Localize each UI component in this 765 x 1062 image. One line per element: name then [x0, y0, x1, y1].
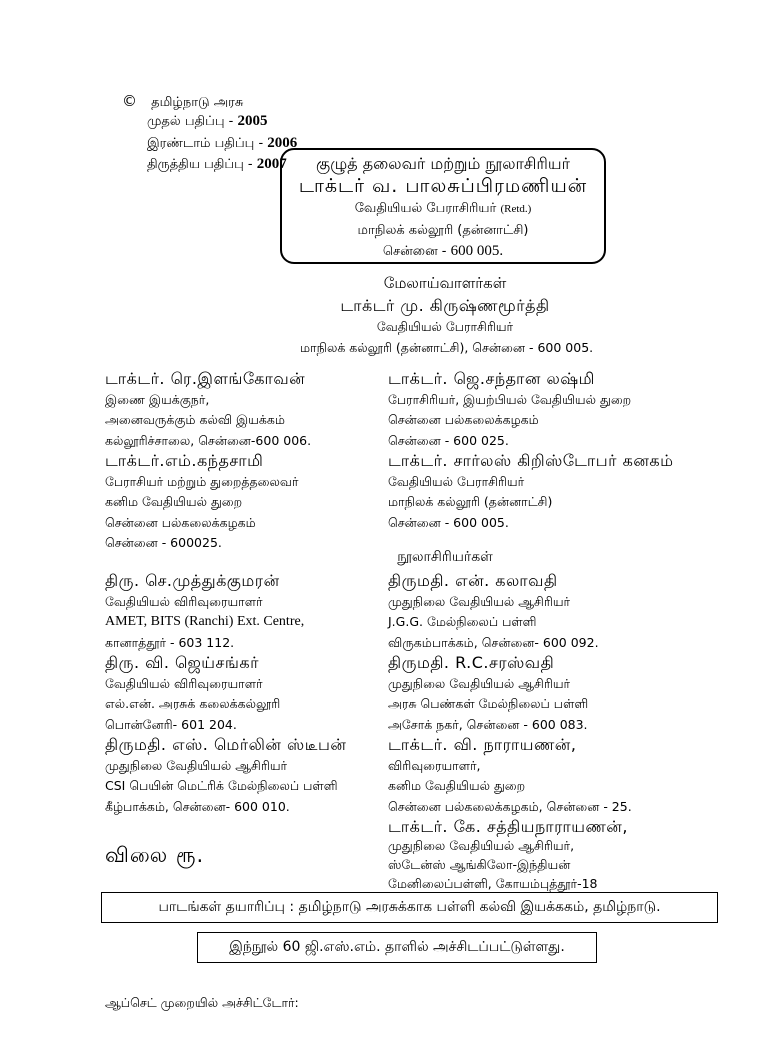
paper-note-text: இந்நூல் 60 ஜி.எஸ்.எம். தாளில் அச்சிடப்பட்டுள்ளது.: [229, 939, 565, 955]
author-name: திரு. வி. ஜெய்சங்கர்: [105, 653, 259, 672]
edition-list: [147, 111, 297, 176]
chief-author-box: [280, 148, 606, 264]
edition-first: முதல் பதிப்பு - 2005: [147, 113, 268, 129]
reviewer-line: சென்னை - 600 025.: [388, 432, 509, 448]
edition-second: இரண்டாம் பதிப்பு - 2006: [147, 134, 298, 151]
reviewers-right-column: [388, 369, 673, 533]
author-line: ஸ்டேன்ஸ் ஆங்கிலோ-இந்தியன்: [388, 857, 571, 872]
authors-left-column: [105, 571, 346, 817]
preparation-box: [101, 892, 718, 923]
reviewer-line: வேதியியல் பேராசிரியர்: [388, 473, 525, 489]
author-line: வேதியியல் விரிவுரையாளர்: [105, 593, 263, 609]
author-line: CSI பெயின் மெட்ரிக் மேல்நிலைப் பள்ளி: [105, 778, 338, 793]
chief-name: டாக்டர் வ. பாலசுப்பிரமணியன்: [298, 175, 588, 197]
author-line: பொன்னேரி- 601 204.: [105, 716, 237, 732]
reviewer-line: அனைவருக்கும் கல்வி இயக்கம்: [105, 412, 285, 427]
author-line: கீழ்பாக்கம், சென்னை- 600 010.: [105, 798, 290, 814]
reviewer-lead-designation: வேதியியல் பேராசிரியர்: [376, 319, 514, 334]
reviewer-line: சென்னை பல்கலைக்கழகம்: [105, 514, 256, 530]
reviewers-section-header: [300, 272, 594, 358]
printer-label: ஆப்செட் முறையில் அச்சிட்டோர்:: [105, 995, 299, 1010]
chief-college: மாநிலக் கல்லூரி (தன்னாட்சி): [357, 223, 529, 238]
reviewer-line: இணை இயக்குநர்,: [105, 391, 210, 407]
reviewer-line: சென்னை - 600 005.: [388, 514, 509, 530]
reviewer-line: பேராசிரியர், இயற்பியல் வேதியியல் துறை: [388, 391, 632, 407]
author-line: சென்னை பல்கலைக்கழகம், சென்னை - 25.: [388, 798, 632, 814]
copyright-symbol: ©: [122, 92, 137, 110]
author-name: திரு. செ.முத்துக்குமரன்: [105, 571, 280, 590]
author-name: டாக்டர். கே. சத்தியநாராயணன்,: [388, 817, 628, 836]
copyright-owner: தமிழ்நாடு அரசு: [151, 95, 244, 110]
chief-city: சென்னை - 600 005.: [382, 243, 504, 259]
reviewers-heading: மேலாய்வாளர்கள்: [383, 274, 507, 292]
author-line: அரசு பெண்கள் மேல்நிலைப் பள்ளி: [388, 696, 589, 711]
reviewer-line: பேராசியர் மற்றும் துறைத்தலைவர்: [105, 473, 299, 489]
reviewer-line: கல்லூரிச்சாலை, சென்னை-600 006.: [105, 432, 312, 448]
author-line: எல்.என். அரசுக் கலைக்கல்லூரி: [105, 696, 281, 711]
author-line: கனிம வேதியியல் துறை: [388, 778, 526, 793]
author-line: AMET, BITS (Ranchi) Ext. Centre,: [105, 614, 305, 629]
authors-right-column: [388, 571, 632, 893]
chief-designation: வேதியியல் பேராசிரியர் (Retd.): [354, 201, 532, 216]
author-name: திருமதி. R.C.சரஸ்வதி: [388, 653, 555, 672]
author-line: மேனிலைப்பள்ளி, கோயம்புத்தூர்-18: [388, 876, 598, 891]
author-line: விருகம்பாக்கம், சென்னை- 600 092.: [388, 634, 599, 650]
author-line: விரிவுரையாளர்,: [388, 757, 481, 773]
chief-role: குழுத் தலைவர் மற்றும் நூலாசிரியர்: [316, 154, 570, 173]
author-line: முதுநிலை வேதியியல் ஆசிரியர்: [105, 757, 288, 773]
reviewer-name: டாக்டர்.எம்.கந்தசாமி: [105, 451, 264, 470]
reviewer-line: கனிம வேதியியல் துறை: [105, 494, 243, 509]
reviewer-lead-address: மாநிலக் கல்லூரி (தன்னாட்சி), சென்னை - 600 005.: [300, 339, 594, 355]
reviewer-name: டாக்டர். ரெ.இளங்கோவன்: [105, 369, 306, 388]
reviewer-name: டாக்டர். ஜெ.சந்தான லஷ்மி: [388, 369, 595, 388]
reviewer-lead-name: டாக்டர் மு. கிருஷ்ணமூர்த்தி: [340, 296, 550, 315]
reviewer-name: டாக்டர். சார்லஸ் கிறிஸ்டோபர் கனகம்: [388, 451, 674, 470]
paper-note-box: [197, 932, 597, 963]
author-name: திருமதி. எஸ். மெர்லின் ஸ்டீபன்: [105, 735, 347, 754]
author-name: திருமதி. என். கலாவதி: [388, 571, 558, 590]
authors-heading: நூலாசிரியர்கள்: [397, 549, 493, 565]
author-line: J.G.G. மேல்நிலைப் பள்ளி: [388, 614, 537, 629]
author-line: வேதியியல் விரிவுரையாளர்: [105, 675, 263, 691]
author-line: முதுநிலை வேதியியல் ஆசிரியர்: [388, 675, 571, 691]
author-line: முதுநிலை வேதியியல் ஆசிரியர்: [388, 593, 571, 609]
reviewer-line: சென்னை பல்கலைக்கழகம்: [388, 412, 539, 427]
reviewer-line: சென்னை - 600025.: [105, 535, 222, 550]
author-name: டாக்டர். வி. நாராயணன்,: [388, 735, 577, 754]
preparation-text: பாடங்கள் தயாரிப்பு : தமிழ்நாடு அரசுக்காக பள்ளி கல்வி இயக்ககம், தமிழ்நாடு.: [158, 899, 661, 915]
reviewer-line: மாநிலக் கல்லூரி (தன்னாட்சி): [388, 494, 553, 509]
author-line: அசோக் நகர், சென்னை - 600 083.: [388, 716, 588, 732]
price-label: விலை ரூ.: [105, 843, 205, 867]
author-line: முதுநிலை வேதியியல் ஆசிரியர்,: [388, 838, 575, 853]
reviewers-left-column: [105, 369, 311, 554]
copyright-line: [122, 92, 243, 111]
author-line: கானாத்தூர் - 603 112.: [105, 634, 235, 650]
edition-revised: திருத்திய பதிப்பு - 2007: [147, 156, 287, 172]
